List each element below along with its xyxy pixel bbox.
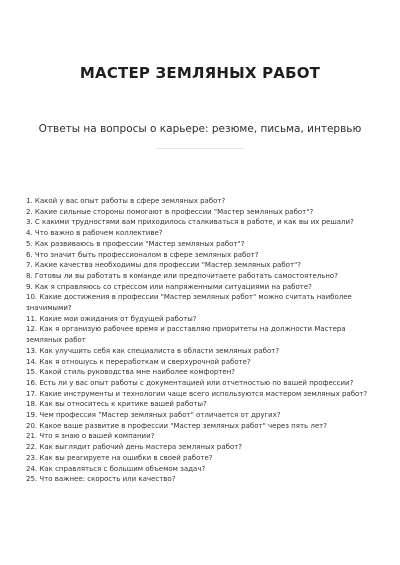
list-item: 22. Как выглядит рабочий день мастера земляных работ?: [26, 443, 242, 452]
list-item: 15. Какой стиль руководства мне наиболее комфортен?: [26, 368, 236, 377]
list-item: 18. Как вы относитесь к критике вашей работы?: [26, 400, 207, 409]
page-subtitle: Ответы на вопросы о карьере: резюме, письма, интервью: [38, 123, 362, 135]
list-item: 9. Как я справляюсь со стрессом или напряженными ситуациями на работе?: [26, 282, 312, 291]
list-item: 1. Какой у вас опыт работы в сфере земляных работ?: [26, 197, 226, 205]
list-item: 24. Как справляться с большим объемом задач?: [26, 464, 206, 473]
list-item: 3. С какими трудностями вам приходилось сталкиваться в работе, и как вы их решали?: [26, 218, 354, 227]
list-item: 4. Что важно в рабочем коллективе?: [26, 229, 163, 238]
list-item: 16. Есть ли у вас опыт работы с документацией или отчетностью по вашей профессии?: [26, 378, 354, 387]
list-item: 21. Что я знаю о вашей компании?: [26, 432, 155, 441]
list-item: 7. Какие качества необходимы для профессии "Мастер земляных работ"?: [26, 261, 301, 270]
list-item: 12. Как я организую рабочее время и расставляю приоритеты на должности Мастера земляных работ: [26, 325, 346, 345]
divider: [155, 148, 245, 149]
questions-list: [26, 196, 378, 485]
list-item: 25. Что важнее: скорость или качество?: [26, 475, 176, 484]
list-item: 10. Какие достижения в профессии "Мастер земляных работ" можно считать наиболее значимыми?: [26, 293, 352, 313]
list-item: 5. Как развиваюсь в профессии "Мастер земляных работ"?: [26, 239, 245, 248]
list-item: 23. Как вы реагируете на ошибки в своей работе?: [26, 453, 213, 462]
page-title: МАСТЕР ЗЕМЛЯНЫХ РАБОТ: [79, 64, 321, 82]
list-item: 13. Как улучшить себя как специалиста в области земляных работ?: [26, 346, 280, 355]
list-item: 20. Какое ваше развитие в профессии "Мастер земляных работ" через пять лет?: [26, 421, 327, 430]
list-item: 19. Чем профессия "Мастер земляных работ" отличается от других?: [26, 411, 281, 420]
list-item: 14. Как я отношусь к переработкам и сверхурочной работе?: [26, 357, 251, 366]
list-item: 17. Какие инструменты и технологии чаще всего используются мастером земляных работ?: [26, 389, 368, 398]
list-item: 11. Какие мои ожидания от будущей работы?: [26, 314, 197, 323]
list-item: 2. Какие сильные стороны помогают в профессии "Мастер земляных работ"?: [26, 207, 314, 216]
list-item: 8. Готовы ли вы работать в команде или предпочитаете работать самостоятельно?: [26, 271, 338, 280]
list-item: 6. Что значит быть профессионалом в сфере земляных работ?: [26, 250, 259, 259]
